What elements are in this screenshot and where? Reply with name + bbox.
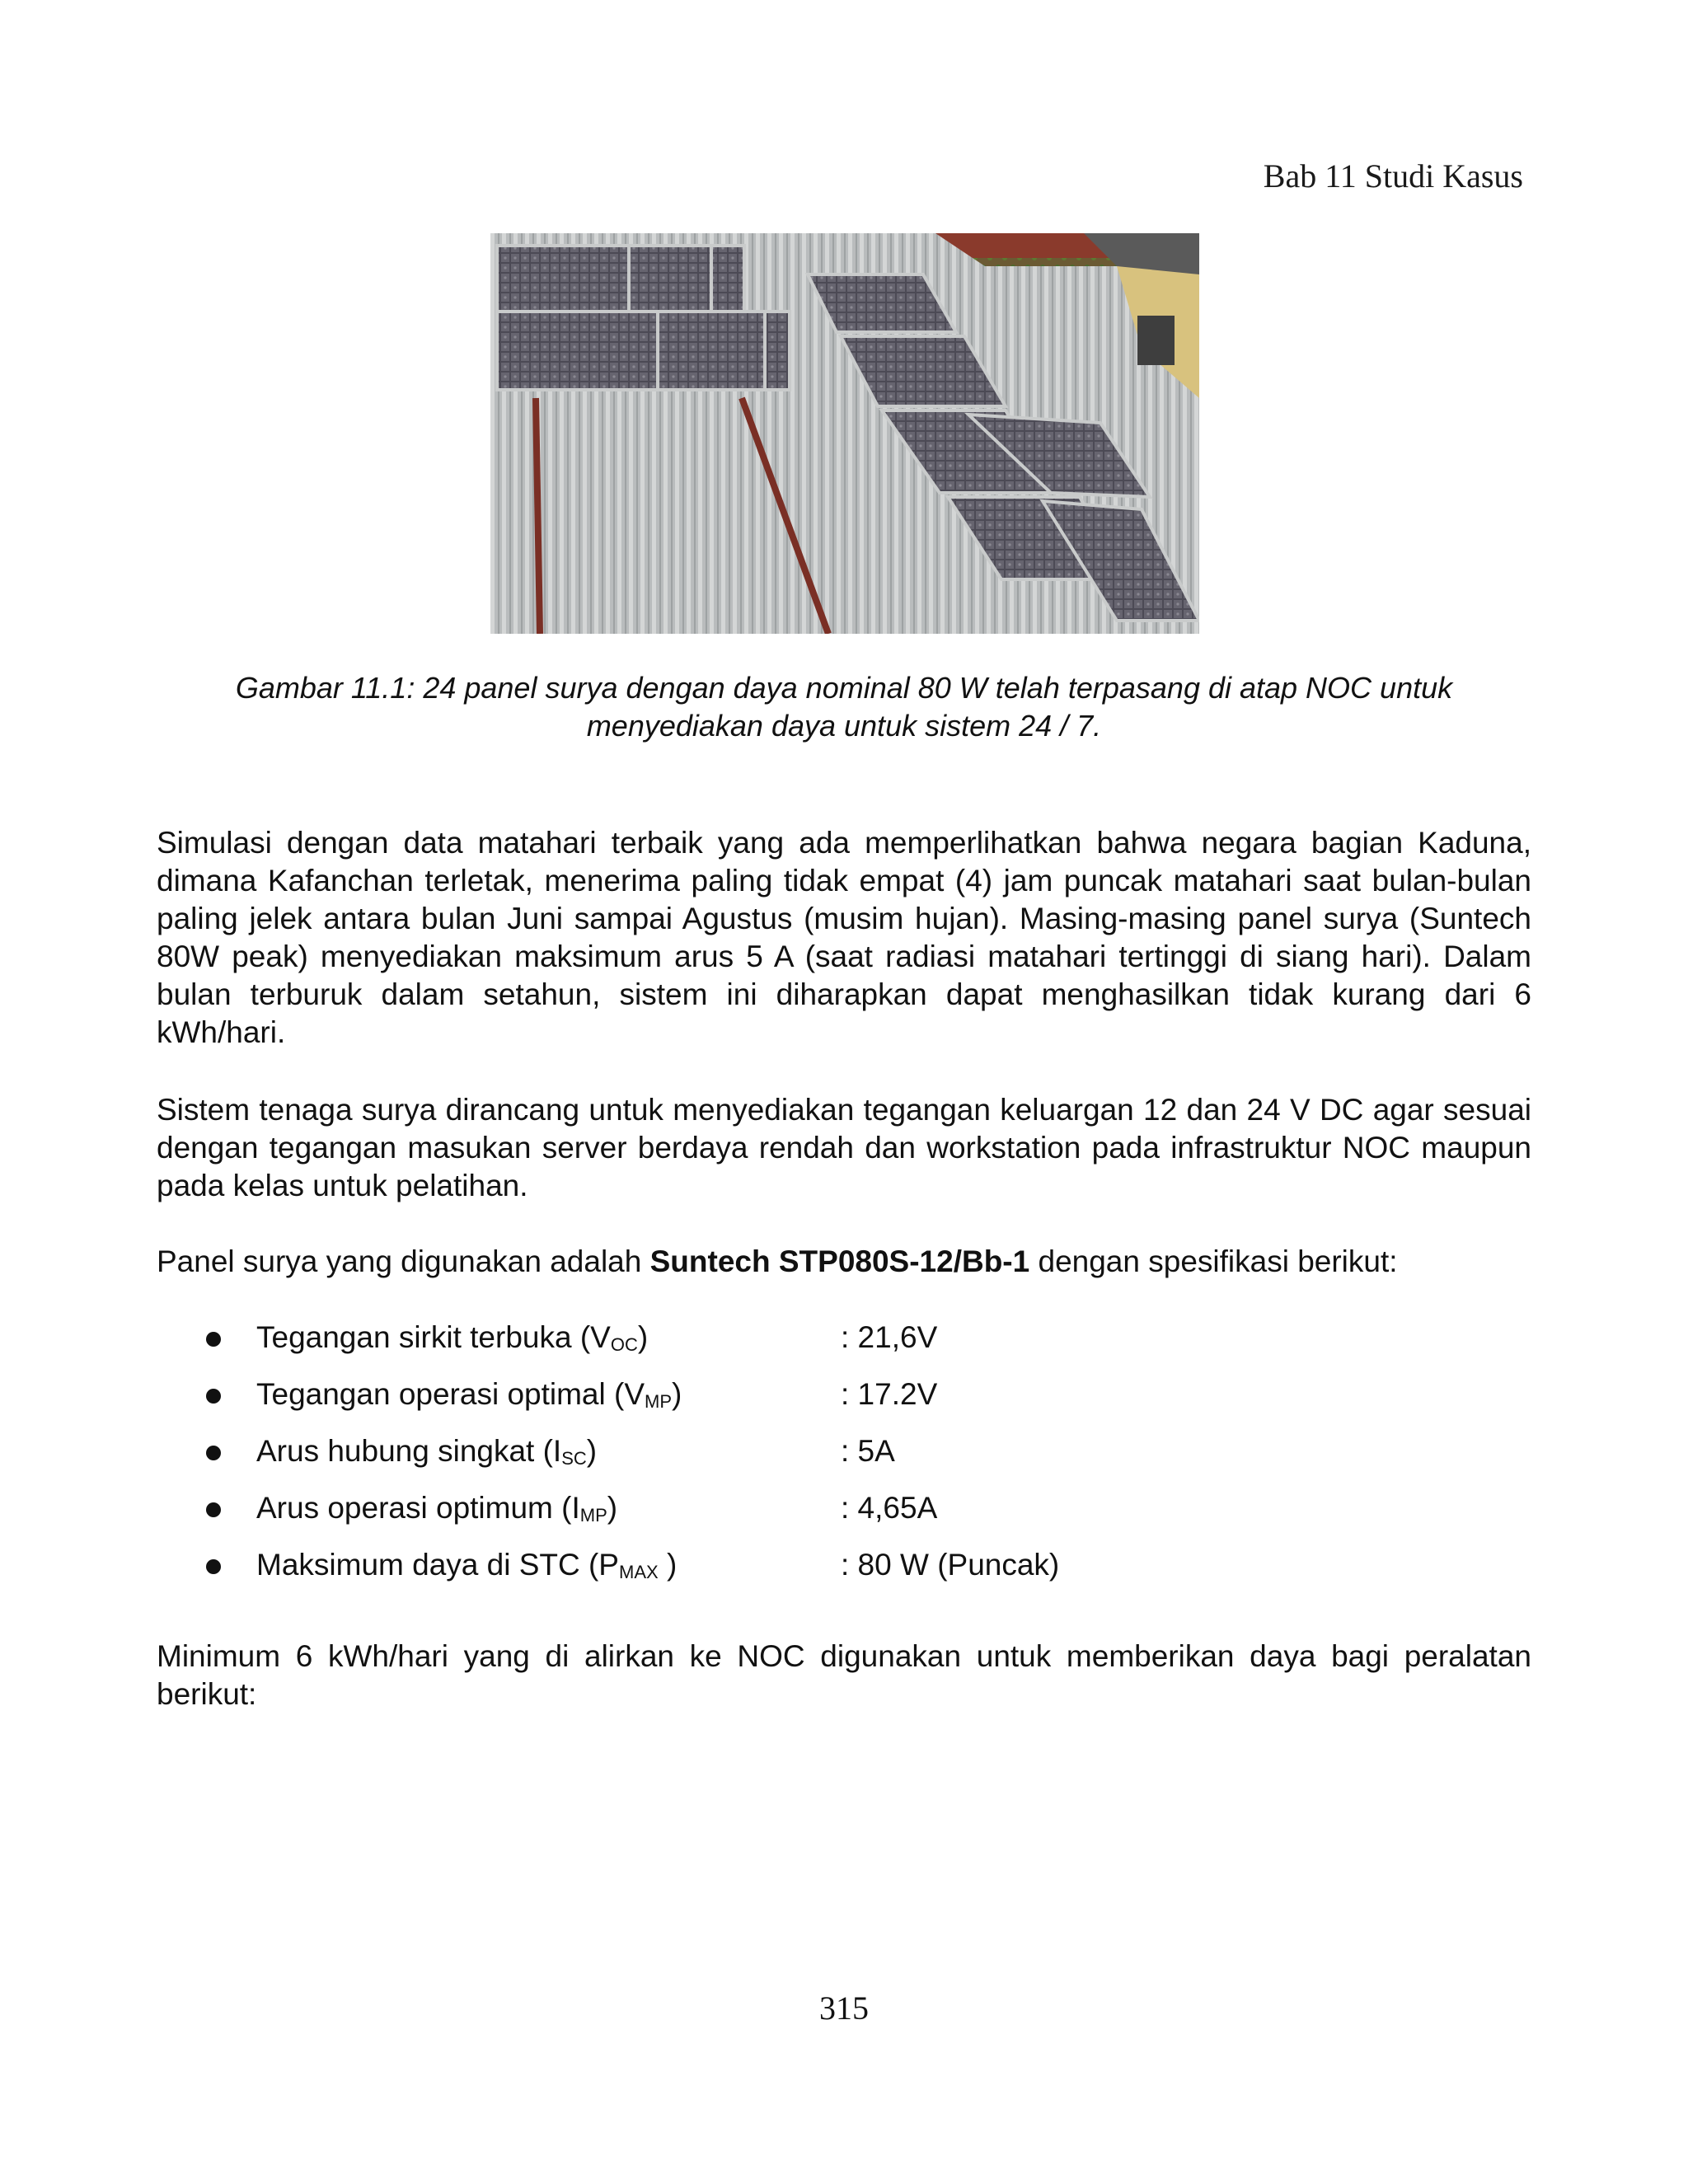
caption-line-2: menyediakan daya untuk sistem 24 / 7. [586,709,1102,743]
spec-value: : 80 W (Puncak) [841,1548,1060,1582]
panel-intro-text: Panel surya yang digunakan adalah [157,1244,650,1278]
spec-value: : 4,65A [841,1491,938,1525]
spec-value: : 5A [841,1434,895,1468]
paragraph-panel-model [157,1243,1531,1281]
spec-item-voc [206,1319,1442,1376]
spec-item-imp [206,1489,1442,1546]
spec-label: Arus hubung singkat $(I_{SC})$ [256,1434,598,1469]
spec-item-pmax [206,1546,1442,1603]
spec-label: Tegangan operasi optimal $(V_{MP})$ [256,1377,682,1412]
panel-model-name: Suntech STP080S-12/Bb-1 [649,1244,1030,1278]
figure-caption [157,669,1531,745]
paragraph-system-design: Sistem tenaga surya dirancang untuk menyediakan tegangan keluargan 12 dan 24 V DC agar sesuai dengan tegangan masukan server berdaya rendah dan workstation pada infrastruktur NOC maupun pada kelas untuk pelatihan. [157,1093,1531,1202]
spec-value: : 17.2V [841,1377,938,1411]
spec-value: : 21,6V [841,1320,938,1354]
spec-item-isc [206,1432,1442,1489]
bullet-icon [206,1559,221,1574]
spec-label: Tegangan sirkit terbuka $(V_{OC})$ [256,1320,649,1355]
page-number: 315 [819,1990,869,2027]
spec-list [206,1319,1442,1603]
solar-panels-photo [490,233,1199,634]
bullet-icon [206,1446,221,1460]
spec-item-vmp [206,1376,1442,1432]
spec-label: Maksimum daya di STC ($P_{MAX}$ ) [256,1548,678,1582]
running-head: Bab 11 Studi Kasus [1263,157,1523,194]
paragraph-simulation: Simulasi dengan data matahari terbaik yang ada memperlihatkan bahwa negara bagian Kaduna, dimana Kafanchan terletak, menerima paling tidak empat (4) jam puncak matahari saat bulan-bulan paling jelek antara bulan Juni sampai Agustus (musim hujan). Masing-masing panel surya (Suntech 80W peak) menyediakan maksimum arus 5 A (saat radiasi matahari tertinggi di siang hari). Dalam bulan terburuk dalam setahun, sistem ini diharapkan dapat menghasilkan tidak kurang dari 6 kWh/hari. [157,826,1531,1049]
panel-intro-suffix: dengan spesifikasi berikut: [1029,1244,1398,1278]
bullet-icon [206,1502,221,1517]
bullet-icon [206,1332,221,1347]
bullet-icon [206,1389,221,1404]
paragraph-minimum-energy: Minimum 6 kWh/hari yang di alirkan ke NOC digunakan untuk memberikan daya bagi peralatan berikut: [157,1639,1531,1711]
caption-line-1: Gambar 11.1: 24 panel surya dengan daya nominal 80 W telah terpasang di atap NOC untuk [235,671,1453,705]
spec-label: Arus operasi optimum $(I_{MP})$ [256,1491,618,1526]
